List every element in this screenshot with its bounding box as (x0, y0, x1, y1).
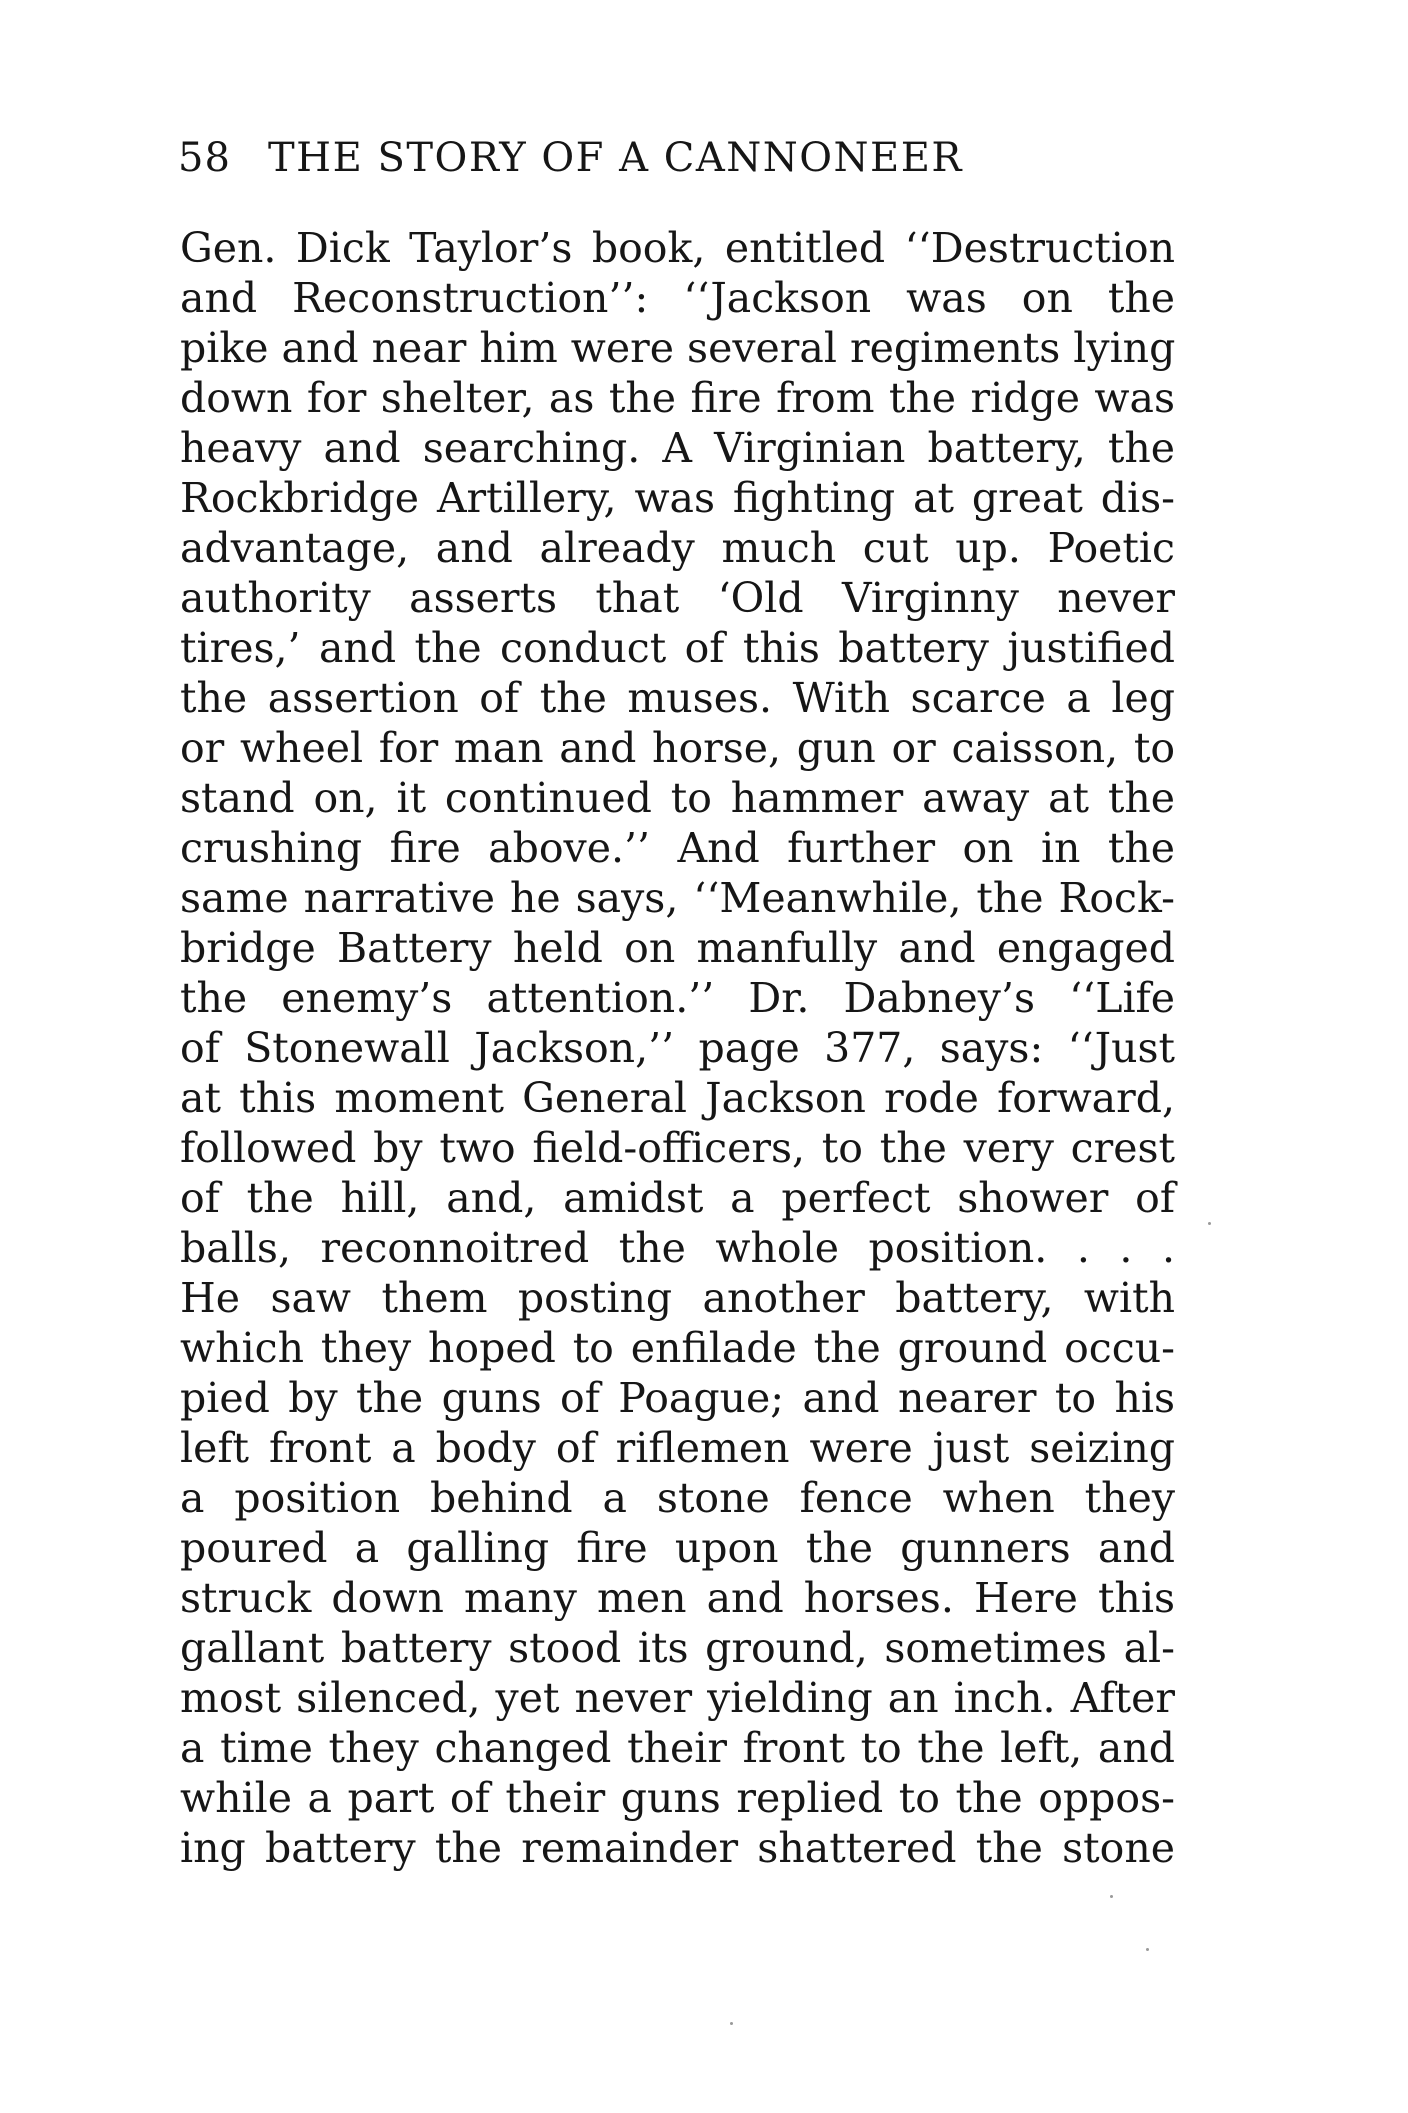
running-head (178, 128, 1178, 188)
text-line: which they hoped to enfilade the ground occu- (180, 1324, 1175, 1372)
page-number: 58 (178, 135, 231, 181)
text-line: heavy and searching. A Virginian battery, the (180, 424, 1175, 472)
text-line: stand on, it continued to hammer away at the (180, 774, 1175, 822)
text-line: same narrative he says, ‘‘Meanwhile, the Rock- (180, 874, 1175, 922)
scan-speck (730, 2022, 733, 2025)
text-line: left front a body of riflemen were just seizing (180, 1424, 1175, 1472)
text-line: or wheel for man and horse, gun or caisson, to (180, 724, 1175, 772)
text-line: pied by the guns of Poague; and nearer to his (180, 1374, 1175, 1422)
text-line: advantage, and already much cut up. Poetic (180, 524, 1175, 572)
text-line: followed by two field-officers, to the very crest (180, 1124, 1175, 1172)
text-line: and Reconstruction’’: ‘‘Jackson was on the (180, 274, 1175, 322)
text-line: bridge Battery held on manfully and engaged (180, 924, 1175, 972)
text-line: authority asserts that ‘Old Virginny never (180, 574, 1175, 622)
text-line: of Stonewall Jackson,’’ page 377, says: ‘‘Just (180, 1024, 1175, 1072)
scan-speck (1208, 1222, 1211, 1225)
text-line: struck down many men and horses. Here this (180, 1574, 1175, 1622)
text-line: a position behind a stone fence when they (180, 1474, 1175, 1522)
text-line: most silenced, yet never yielding an inch. After (180, 1674, 1175, 1722)
text-line: gallant battery stood its ground, sometimes al- (180, 1624, 1175, 1672)
text-line: tires,’ and the conduct of this battery justified (180, 624, 1175, 672)
scan-speck (1110, 1895, 1113, 1898)
text-line: the enemy’s attention.’’ Dr. Dabney’s ‘‘Life (180, 974, 1175, 1022)
text-line: poured a galling fire upon the gunners and (180, 1524, 1175, 1572)
text-line: Gen. Dick Taylor’s book, entitled ‘‘Destruction (180, 224, 1175, 272)
text-line: crushing fire above.’’ And further on in the (180, 824, 1175, 872)
scan-speck (1146, 1948, 1149, 1951)
text-line: at this moment General Jackson rode forward, (180, 1074, 1175, 1122)
text-line: Rockbridge Artillery, was fighting at great dis- (180, 474, 1175, 522)
text-line: the assertion of the muses. With scarce a leg (180, 674, 1175, 722)
text-line: balls, reconnoitred the whole position. . . . (180, 1224, 1175, 1272)
text-line: of the hill, and, amidst a perfect shower of (180, 1174, 1175, 1222)
text-line: a time they changed their front to the left, and (180, 1724, 1175, 1772)
text-line: He saw them posting another battery, with (180, 1274, 1175, 1322)
body-text (180, 223, 1175, 1873)
text-line: ing battery the remainder shattered the stone (180, 1824, 1175, 1872)
book-title: THE STORY OF A CANNONEER (268, 135, 964, 181)
text-line: while a part of their guns replied to the oppos- (180, 1774, 1175, 1822)
text-line: down for shelter, as the fire from the ridge was (180, 374, 1175, 422)
text-line: pike and near him were several regiments lying (180, 324, 1176, 372)
